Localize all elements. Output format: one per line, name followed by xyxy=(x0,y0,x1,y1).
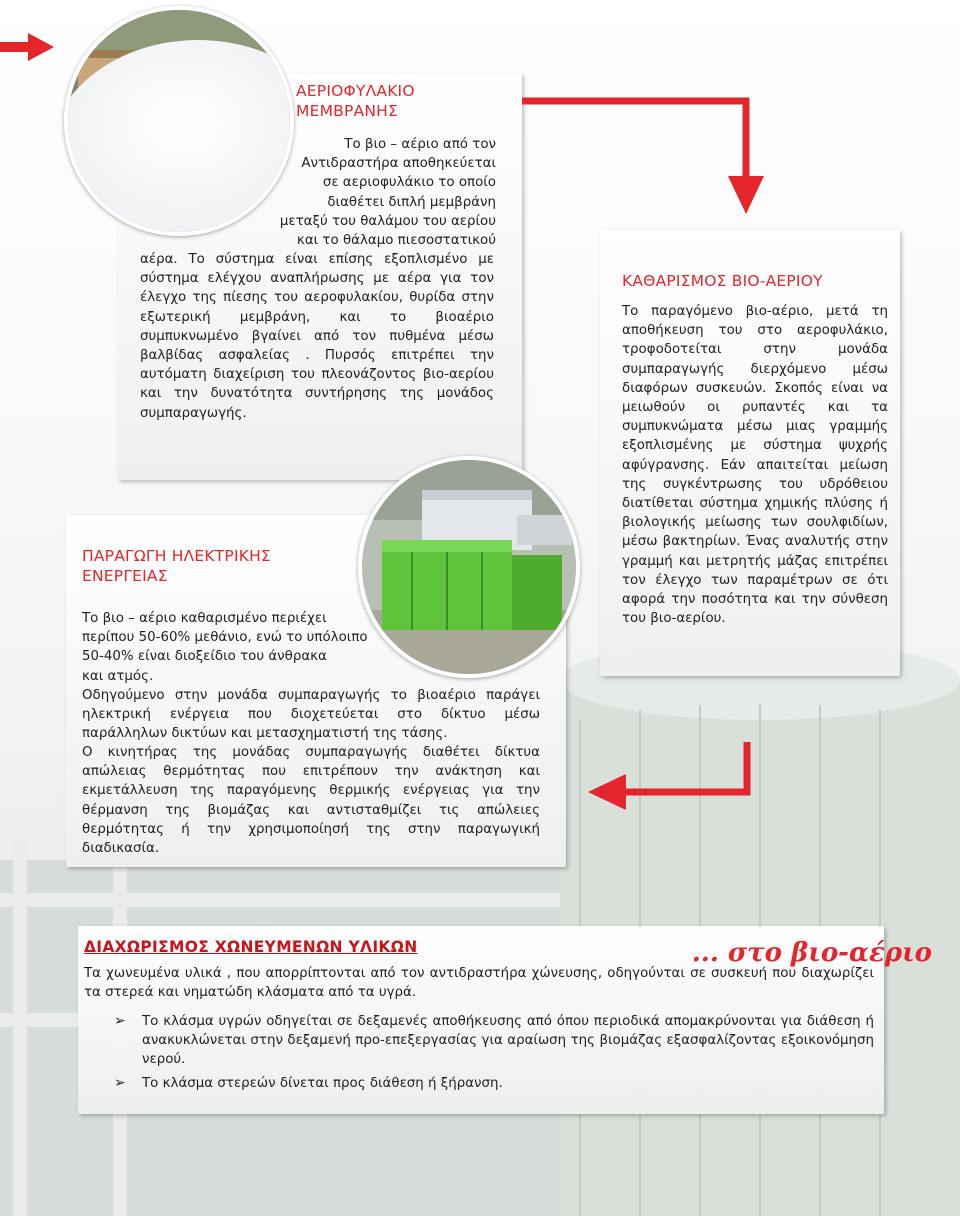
gasholder-dome-image xyxy=(68,10,290,232)
chp-unit-image xyxy=(362,460,576,674)
gasholder-body: αέρα. Το σύστημα είναι επίσης εξοπλισμένο με σύστημα ελέγχου αναπλήρωσης με αέρα για τον έλεγχο της πίεσης του αεροφυλακίου, θυρίδα στην εξωτερική μεμβράνη, και το βιοαέριο συμπυκνωμένο βγαίνει από τον πυθμένα μέσω βαλβίδας ασφαλείας . Πυρσός επιτρέπει την αυτόματη διαχείριση του πλεονάζοντος βιο-αερίου και την δυνατότητα συντήρησης της μονάδος συμπαραγωγής. xyxy=(140,252,494,421)
arrow-right-icon xyxy=(0,33,54,61)
gasholder-intro-lines: Το βιο – αέριο από τον Αντιδραστήρα αποθηκεύεται σε αεριοφυλάκιο το οποίο διαθέτει διπλή μεμβράνη μεταξύ του θαλάμου του αερίου και το θάλαμο πιεσοστατικού xyxy=(279,137,496,249)
closing-tagline: ... στο βιο-αέριο xyxy=(691,938,932,968)
cleaning-body: Το παραγόμενο βιο-αέριο, μετά τη αποθήκευση του στο αεροφυλάκιο, τροφοδοτείται στην μονάδα συμπαραγωγής διερχόμενο μέσω διαφόρων συσκευών. Σκοπός είναι να μειωθούν οι ρυπαντές και τα συμπυκνώματα μέσω μιας γραμμής εξοπλισμένης με σύστημα ψυχρής αφύγρανσης. Εάν απαιτείται μείωση της συγκέντρωσης του υδρόθειου διατίθεται σύστημα χημικής πλύσης ή βιολογικής μείωσης των σουλφιδίων, μέσω βακτηρίων. Ένας αναλυτής στην γραμμή και μετρητής μάζας επιτρέπει τον έλεγχο των παραμέτρων σε ότι αφορά την ποσότητα και την σύνθεση του βιο-αερίου. xyxy=(622,304,888,627)
list-item: ➢ Το κλάσμα υγρών οδηγείται σε δεξαμενές αποθήκευσης από όπου περιοδικά απομακρύνονται για διάθεση ή ανακυκλώνεται στην δεξαμενή προ-επεξεργασίας για αραίωση της βιομάζας εξασφαλίζοντας εξοικονόμηση νερού. xyxy=(114,1013,874,1068)
chp-unit-photo xyxy=(358,456,580,678)
power-intro-lines: Το βιο – αέριο καθαρισμένο περιέχει περίπου 50-60% μεθάνιο, ενώ το υπόλοιπο 50-40% είναι διοξείδιο του άνθρακα και ατμός. xyxy=(82,611,368,684)
bullet-arrow-icon: ➢ xyxy=(114,1013,126,1029)
power-title: ΠΑΡΑΓΩΓΗ ΗΛΕΚΤΡΙΚΗΣ ΕΝΕΡΓΕΙΑΣ xyxy=(82,547,271,585)
power-para-2: Ο κινητήρας της μονάδας συμπαραγωγής διαθέτει δίκτυα απώλειας θερμότητας που επιτρέπουν την ανάκτηση και εκμετάλλευση της παραγόμενης θερμικής ενέργειας για την θέρμανση της βιομάζας και αντισταθμίζει τις απώλειες θερμότητας ή την χρησιμοποίησή της στην παραγωγική διαδικασία. xyxy=(82,745,540,857)
cleaning-title: ΚΑΘΑΡΙΣΜΟΣ ΒΙΟ-ΑΕΡΙΟΥ xyxy=(622,272,823,290)
gasholder-photo xyxy=(64,6,294,236)
power-para-1: Οδηγούμενο στην μονάδα συμπαραγωγής το βιοαέριο παράγει ηλεκτρική ενέργεια που διοχετεύεται στο δίκτυο μέσω παράλληλων δικτύων και μετασχηματιστή της τάσης. xyxy=(82,688,540,742)
flow-arrow-down-icon xyxy=(522,101,764,214)
separation-intro: Τα χωνευμένα υλικά , που απορρίπτονται από τον αντιδραστήρα χώνευσης, οδηγούνται σε συσκευή που διαχωρίζει τα στερεά και νηματώδη κλάσματα από τα υγρά. xyxy=(84,966,874,1001)
cleaning-panel xyxy=(600,230,900,676)
bullet-arrow-icon: ➢ xyxy=(114,1074,126,1091)
gasholder-title: ΑΕΡΙΟΦΥΛΑΚΙΟ ΜΕΜΒΡΑΝΗΣ xyxy=(296,82,415,120)
separation-bullets xyxy=(108,1008,874,1093)
separation-title: ΔΙΑΧΩΡΙΣΜΟΣ ΧΩΝΕΥΜΕΝΩΝ ΥΛΙΚΩΝ xyxy=(84,938,418,956)
list-item: ➢ Το κλάσμα στερεών δίνεται προς διάθεση ή ξήρανση. xyxy=(108,1074,874,1093)
